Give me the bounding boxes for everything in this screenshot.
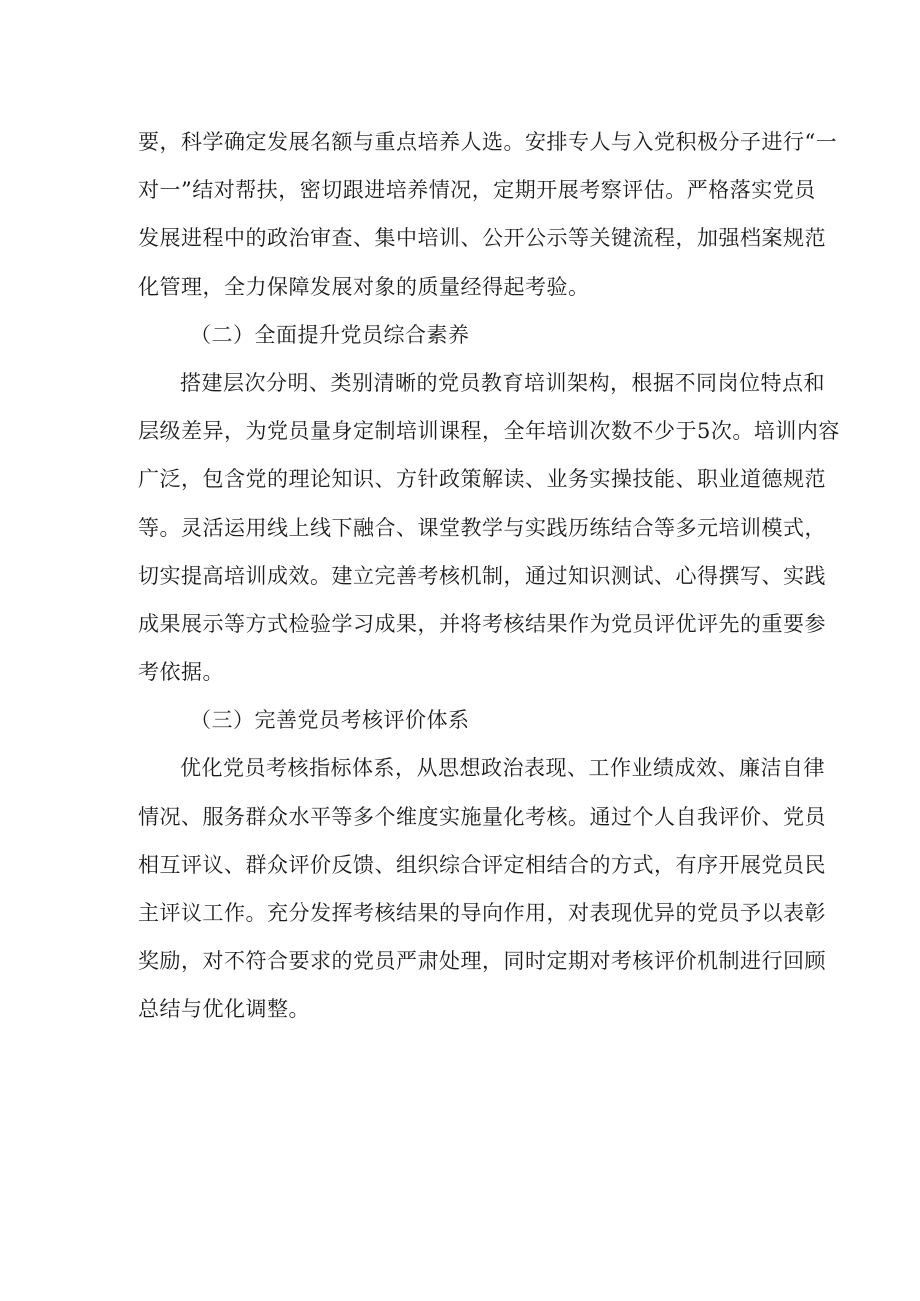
section-heading-3: （三）完善党员考核评价体系 [190,708,470,733]
paragraph-line: 要，科学确定发展名额与重点培养人选。安排专人与入党积极分子进行“一 [138,130,838,154]
paragraph-line: 发展进程中的政治审查、集中培训、公开公示等关键流程，加强档案规范 [138,226,826,251]
paragraph-line: 广泛，包含党的理论知识、方针政策解读、业务实操技能、职业道德规范 [138,467,826,492]
paragraph-line: 切实提高培训成效。建立完善考核机制，通过知识测试、心得撰写、实践 [138,563,826,588]
paragraph-line: 奖励，对不符合要求的党员严肃处理，同时定期对考核评价机制进行回顾 [138,949,826,974]
paragraph-line: 等。灵活运用线上线下融合、课堂教学与实践历练结合等多元培训模式， [138,515,826,540]
paragraph-line: 总结与优化调整。 [138,997,310,1022]
paragraph-line: 成果展示等方式检验学习成果，并将考核结果作为党员评优评先的重要参 [138,611,826,636]
paragraph-line: 考依据。 [138,660,224,685]
paragraph-line: 优化党员考核指标体系，从思想政治表现、工作业绩成效、廉洁自律 [180,756,825,781]
paragraph-line: 主评议工作。充分发挥考核结果的导向作用，对表现优异的党员予以表彰 [138,901,826,925]
paragraph-line: 化管理，全力保障发展对象的质量经得起考验。 [138,274,590,299]
paragraph-line: 层级差异，为党员量身定制培训课程，全年培训次数不少于5次。培训内容 [138,419,840,444]
document-body [138,118,840,1034]
paragraph-line: 对一”结对帮扶，密切跟进培养情况，定期开展考察评估。严格落实党员 [138,178,816,203]
paragraph-line: 相互评议、群众评价反馈、组织综合评定相结合的方式，有序开展党员民 [138,852,826,877]
paragraph-line: 情况、服务群众水平等多个维度实施量化考核。通过个人自我评价、党员 [138,804,826,829]
paragraph-party-member-development [138,118,838,311]
paragraph-education-training [138,359,840,696]
paragraph-line: 搭建层次分明、类别清晰的党员教育培训架构，根据不同岗位特点和 [180,370,825,395]
section-heading-2: （二）全面提升党员综合素养 [190,322,470,347]
paragraph-assessment-system [138,744,826,1033]
